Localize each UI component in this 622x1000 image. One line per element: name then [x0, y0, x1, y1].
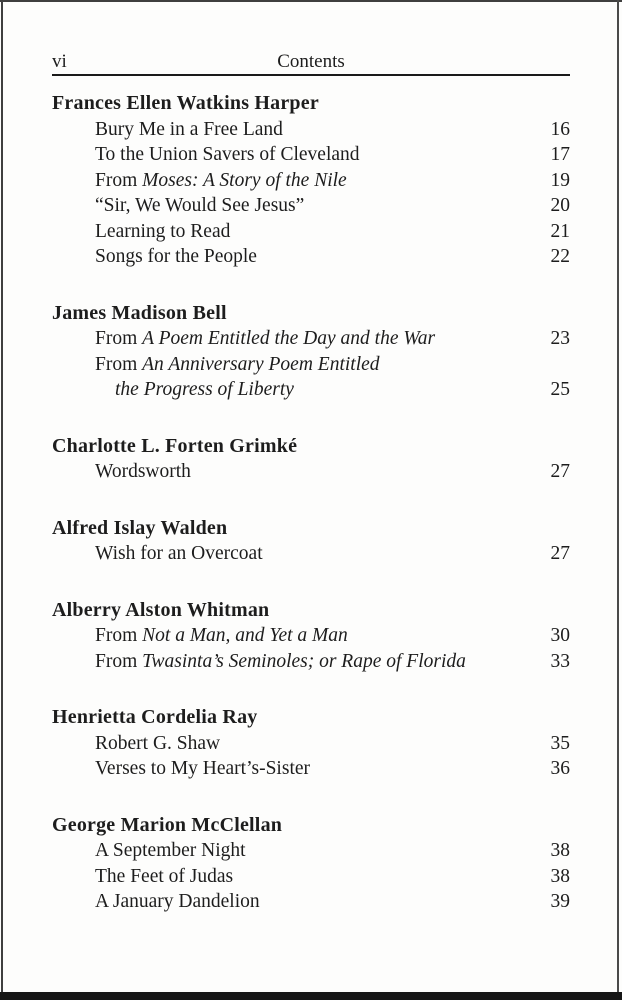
scan-edge-top [0, 0, 622, 2]
toc-entry [52, 838, 570, 864]
entry-page-number: 17 [550, 144, 570, 165]
entry-title: “Sir, We Would See Jesus” [95, 195, 305, 216]
entry-title: Songs for the People [95, 246, 257, 267]
toc-entry [52, 168, 570, 194]
entry-title: the Progress of Liberty [115, 379, 294, 400]
author-heading: James Madison Bell [52, 301, 227, 324]
toc-entry [52, 193, 570, 219]
toc-section [52, 91, 570, 270]
toc-entry [52, 864, 570, 890]
entry-title: A January Dandelion [95, 891, 260, 912]
toc-entry [52, 623, 570, 649]
running-head: Contents [277, 51, 345, 72]
toc-entry [52, 219, 570, 245]
toc-entry [52, 541, 570, 567]
entry-title: Verses to My Heart’s-Sister [95, 758, 311, 779]
entry-title: From Moses: A Story of the Nile [95, 169, 347, 191]
toc-section [52, 434, 570, 485]
author-heading: Alberry Alston Whitman [52, 598, 270, 621]
entry-page-number: 33 [550, 650, 570, 672]
scan-edge-left [1, 0, 3, 1000]
entry-page-number: 27 [550, 461, 570, 482]
toc-entry [52, 244, 570, 270]
toc-entry [52, 889, 570, 915]
scan-bottom-bar [0, 992, 622, 1000]
entry-title: From Not a Man, and Yet a Man [95, 625, 348, 646]
entry-title: From A Poem Entitled the Day and the War [95, 328, 436, 349]
text-block [52, 51, 570, 915]
entry-page-number: 36 [550, 758, 570, 779]
toc-section [52, 705, 570, 782]
entry-title: A September Night [95, 840, 246, 861]
toc-entry [52, 731, 570, 757]
entry-page-number: 27 [550, 543, 570, 564]
toc-entry [52, 352, 570, 378]
entry-page-number: 39 [550, 891, 570, 912]
folio-number: vi [52, 51, 67, 72]
toc-section [52, 598, 570, 675]
entry-page-number: 23 [550, 328, 570, 349]
entry-page-number: 38 [550, 865, 570, 887]
entry-title: Learning to Read [95, 220, 231, 242]
author-heading: Alfred Islay Walden [52, 516, 228, 539]
entry-page-number: 35 [550, 732, 570, 754]
entry-title: Robert G. Shaw [95, 732, 221, 754]
entry-page-number: 16 [550, 118, 570, 140]
page-header [52, 51, 570, 76]
toc-entry [52, 142, 570, 168]
author-heading: George Marion McClellan [52, 813, 283, 836]
entry-page-number: 25 [550, 379, 570, 400]
entry-page-number: 38 [550, 840, 570, 861]
toc-section [52, 813, 570, 915]
entry-page-number: 22 [550, 246, 570, 267]
author-heading: Charlotte L. Forten Grimké [52, 434, 298, 457]
toc-entry [52, 649, 570, 675]
toc-entry [52, 459, 570, 485]
entry-title: To the Union Savers of Cleveland [95, 144, 360, 165]
toc-section [52, 516, 570, 567]
toc-entry-continuation [52, 377, 570, 403]
entry-title: From An Anniversary Poem Entitled [95, 353, 380, 375]
toc-entry [52, 117, 570, 143]
author-heading: Frances Ellen Watkins Harper [52, 92, 319, 114]
entry-title: Bury Me in a Free Land [95, 118, 283, 140]
entry-title: The Feet of Judas [95, 865, 234, 887]
entry-title: Wordsworth [95, 461, 191, 482]
toc-entry [52, 756, 570, 782]
entry-page-number: 21 [550, 220, 570, 242]
toc-section [52, 301, 570, 403]
entry-page-number: 19 [550, 169, 570, 191]
entry-title: Wish for an Overcoat [95, 543, 263, 564]
entry-title: From Twasinta’s Seminoles; or Rape of Florida [95, 650, 466, 672]
entry-page-number: 20 [550, 195, 570, 216]
author-heading: Henrietta Cordelia Ray [52, 706, 258, 728]
entry-page-number: 30 [550, 625, 570, 646]
toc-entry [52, 326, 570, 352]
scan-edge-right [617, 0, 619, 1000]
